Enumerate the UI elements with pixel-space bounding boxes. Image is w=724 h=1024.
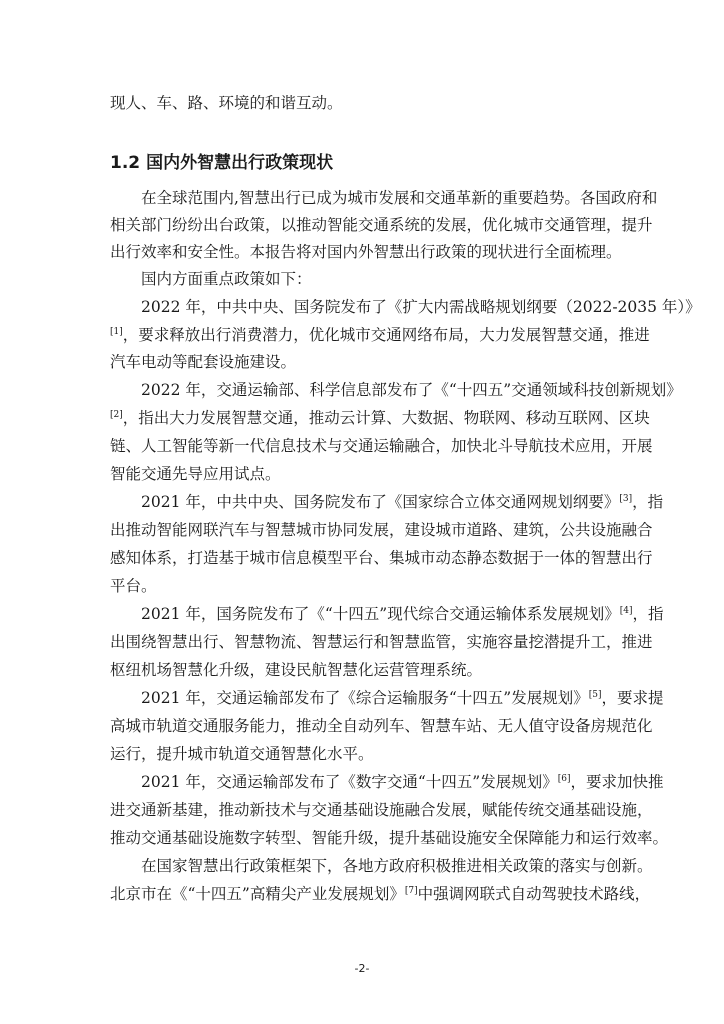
local-policy-line: 北京市在《“十四五”高精尖产业发展规划》[7]中强调网联式自动驾驶技术路线， [110, 885, 651, 903]
paragraph-continuation: 现人、车、路、环境的和谐互动。 [110, 94, 343, 112]
citation-ref: [4] [619, 606, 633, 616]
policy-line: 平台。 [110, 577, 157, 595]
local-policy-line: 在国家智慧出行政策框架下，各地方政府积极推进相关政策的落实与创新。 [141, 857, 653, 875]
section-number: 1.2 [110, 153, 141, 173]
policy-line: 2022 年，交通运输部、科学信息部发布了《“十四五”交通领域科技创新规划》 [141, 381, 682, 399]
intro-line: 在全球范围内,智慧出行已成为城市发展和交通革新的重要趋势。各国政府和 [141, 189, 658, 207]
citation-ref: [5] [588, 690, 602, 700]
policy-line: 出围绕智慧出行、智慧物流、智慧运行和智慧监管，实施容量挖潜提升工，推进 [110, 633, 653, 651]
citation-ref: [1] [110, 327, 123, 337]
policy-line: 推动交通基础设施数字转型、智能升级，提升基础设施安全保障能力和运行效率。 [110, 829, 669, 847]
policy-line: 运行，提升城市轨道交通智慧化水平。 [110, 745, 374, 763]
page-number: -2- [354, 962, 370, 975]
policy-line: [1]，要求释放出行消费潜力，优化城市交通网络布局，大力发展智慧交通，推进 [110, 326, 650, 344]
policy-line: 2021 年，国务院发布了《“十四五”现代综合交通运输体系发展规划》[4]，指 [141, 605, 664, 623]
policy-line: 感知体系，打造基于城市信息模型平台、集城市动态静态数据于一体的智慧出行 [110, 549, 653, 567]
policy-line: 2021 年，中共中央、国务院发布了《国家综合立体交通网规划纲要》[3]，指 [141, 493, 664, 511]
policy-line: 2022 年，中共中央、国务院发布了《扩大内需战略规划纲要（2022-2035 年）》 [141, 298, 701, 316]
section-title: 国内外智慧出行政策现状 [146, 153, 334, 173]
citation-ref: [6] [557, 774, 571, 784]
citation-ref: [2] [110, 410, 123, 420]
intro-line: 出行效率和安全性。本报告将对国内外智慧出行政策的现状进行全面梳理。 [110, 243, 622, 261]
policy-line: 2021 年，交通运输部发布了《数字交通“十四五”发展规划》[6]，要求加快推 [141, 773, 664, 791]
policy-line: [2]，指出大力发展智慧交通，推动云计算、大数据、物联网、移动互联网、区块 [110, 409, 650, 427]
policy-line: 2021 年，交通运输部发布了《综合运输服务“十四五”发展规划》[5]，要求提 [141, 689, 664, 707]
policy-line: 进交通新基建，推动新技术与交通基础设施融合发展，赋能传统交通基础设施， [110, 801, 653, 819]
intro-line: 相关部门纷纷出台政策，以推动智能交通系统的发展，优化城市交通管理，提升 [110, 216, 653, 234]
domestic-intro: 国内方面重点政策如下： [141, 270, 312, 288]
citation-ref: [3] [619, 494, 633, 504]
policy-line: 汽车电动等配套设施建设。 [110, 353, 297, 371]
citation-ref: [7] [404, 886, 418, 896]
policy-line: 高城市轨道交通服务能力，推动全自动列车、智慧车站、无人值守设备房规范化 [110, 717, 653, 735]
section-heading [110, 151, 333, 175]
policy-line: 出推动智能网联汽车与智慧城市协同发展，建设城市道路、建筑，公共设施融合 [110, 521, 653, 539]
policy-line: 智能交通先导应用试点。 [110, 465, 281, 483]
policy-line: 枢纽机场智慧化升级，建设民航智慧化运营管理系统。 [110, 661, 483, 679]
policy-line: 链、人工智能等新一代信息技术与交通运输融合，加快北斗导航技术应用，开展 [110, 437, 653, 455]
